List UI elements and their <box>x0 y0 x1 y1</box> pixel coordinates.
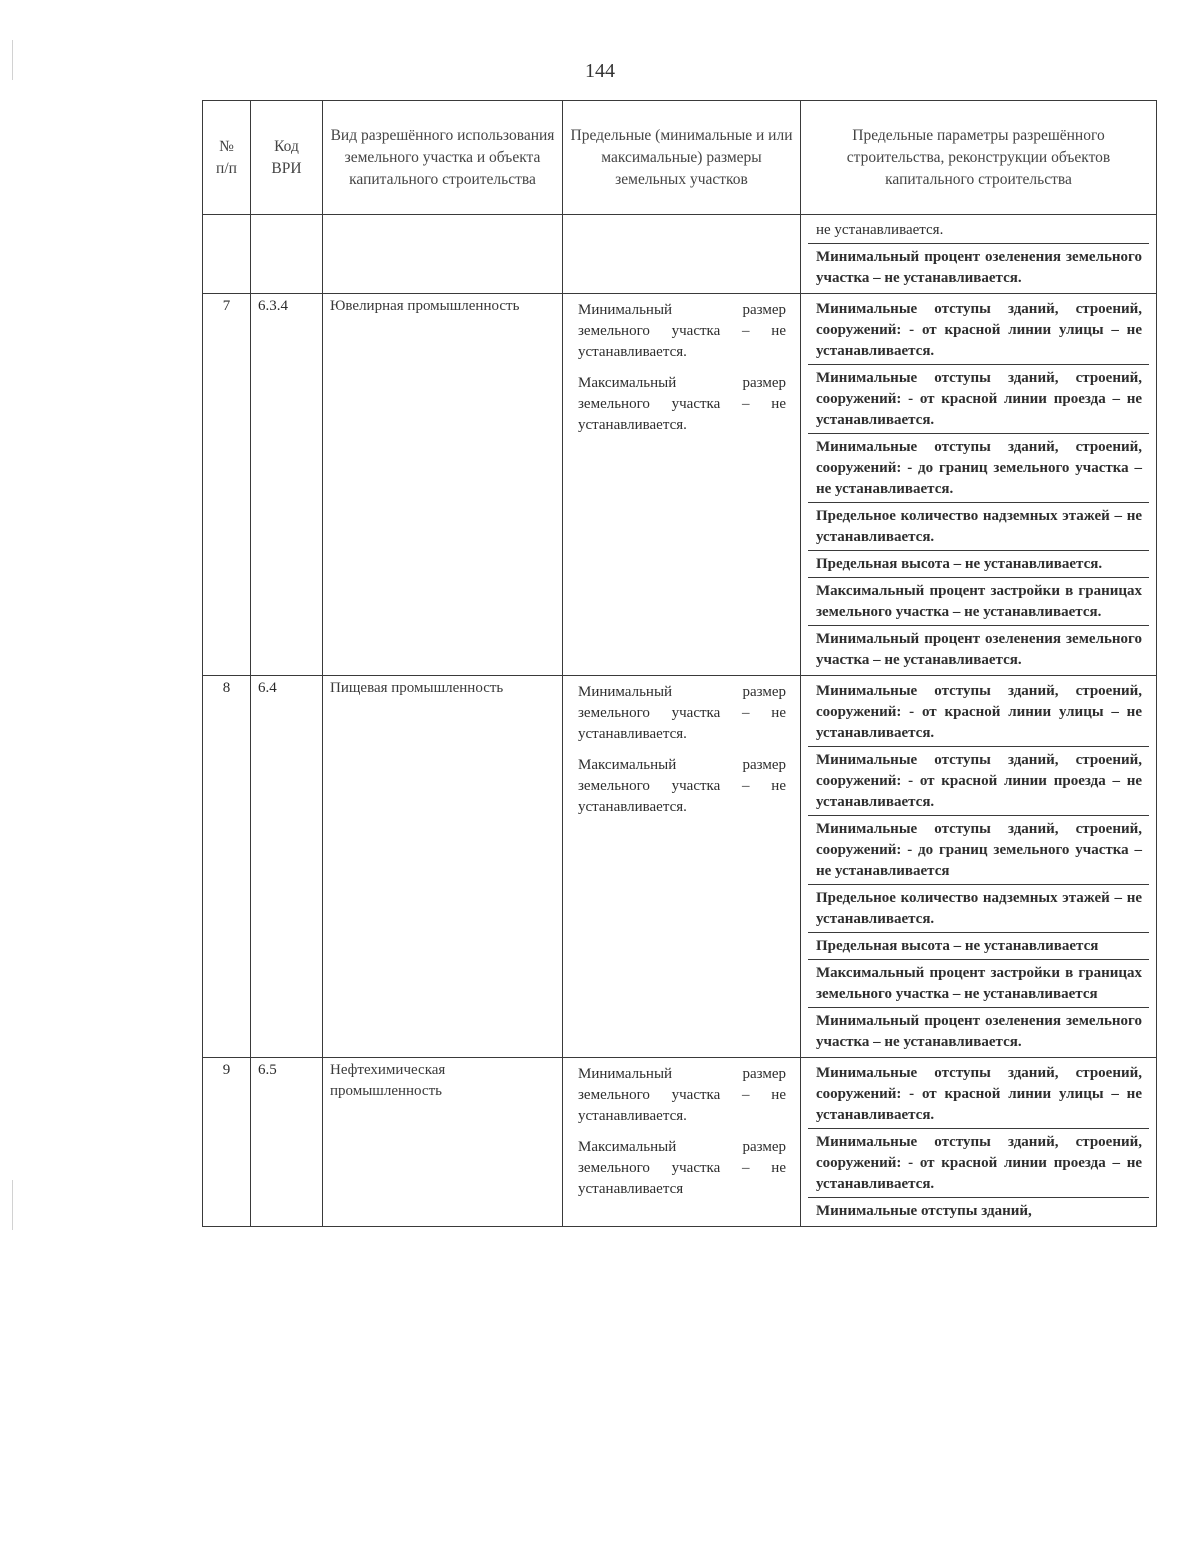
param-item: Минимальные отступы зданий, строений, сооружений: - до границ земельного участка – не устанавливается. <box>808 434 1149 503</box>
table-row <box>203 676 1157 1058</box>
cell-name: Ювелирная промышленность <box>323 294 563 676</box>
size-item: Максимальный размер земельного участка – не устанавливается. <box>578 757 786 815</box>
param-item: Минимальные отступы зданий, строений, сооружений: - до границ земельного участка – не устанавливается <box>808 816 1149 885</box>
table-row <box>203 294 1157 676</box>
table-row <box>203 1058 1157 1227</box>
cell-name: Пищевая промышленность <box>323 676 563 1058</box>
param-item: Предельная высота – не устанавливается <box>808 933 1149 960</box>
param-item: Минимальные отступы зданий, строений, сооружений: - от красной линии улицы – не устанавливается. <box>808 296 1149 365</box>
cell-name: Нефтехимическая промышленность <box>323 1058 563 1227</box>
scan-edge-mark <box>12 1180 13 1230</box>
param-item: Минимальный процент озеленения земельного участка – не устанавливается. <box>816 1013 1142 1050</box>
header-use-type: Вид разрешённого использования земельного участка и объекта капитального строительства <box>323 101 563 215</box>
param-item: Максимальный процент застройки в границах земельного участка – не устанавливается <box>808 960 1149 1008</box>
cell-code: 6.3.4 <box>251 294 323 676</box>
cell-num <box>203 215 251 294</box>
param-item: Минимальные отступы зданий, строений, сооружений: - от красной линии улицы – не устанавливается. <box>808 678 1149 747</box>
cell-size <box>563 1058 801 1227</box>
header-code: Код ВРИ <box>251 101 323 215</box>
page-number: 144 <box>585 60 615 82</box>
param-item: Максимальный процент застройки в границах земельного участка – не устанавливается. <box>808 578 1149 626</box>
param-item: Минимальный процент озеленения земельного участка – не устанавливается. <box>816 249 1142 286</box>
header-construction-params: Предельные параметры разрешённого строительства, реконструкции объектов капитального строительства <box>801 101 1157 215</box>
land-use-table <box>202 100 1157 1227</box>
param-item: Минимальные отступы зданий, строений, сооружений: - от красной линии проезда – не устанавливается. <box>808 365 1149 434</box>
param-item: Предельное количество надземных этажей – не устанавливается. <box>808 885 1149 933</box>
param-item: Минимальный процент озеленения земельного участка – не устанавливается. <box>816 631 1142 668</box>
size-item: Максимальный размер земельного участка – не устанавливается. <box>578 375 786 433</box>
table-header-row <box>203 101 1157 215</box>
param-item: Минимальные отступы зданий, <box>816 1203 1032 1219</box>
param-item: Минимальные отступы зданий, строений, сооружений: - от красной линии проезда – не устанавливается. <box>808 747 1149 816</box>
cell-num: 8 <box>203 676 251 1058</box>
size-item: Максимальный размер земельного участка – не устанавливается <box>578 1139 786 1197</box>
size-item: Минимальный размер земельного участка – не устанавливается. <box>578 302 786 360</box>
cell-name <box>323 215 563 294</box>
cell-code: 6.5 <box>251 1058 323 1227</box>
cell-num: 7 <box>203 294 251 676</box>
cell-params <box>801 676 1157 1058</box>
size-item: Минимальный размер земельного участка – не устанавливается. <box>578 684 786 742</box>
cell-size <box>563 294 801 676</box>
param-item: Минимальные отступы зданий, строений, сооружений: - от красной линии улицы – не устанавливается. <box>808 1060 1149 1129</box>
param-item: Минимальные отступы зданий, строений, сооружений: - от красной линии проезда – не устанавливается. <box>808 1129 1149 1198</box>
header-num: № п/п <box>203 101 251 215</box>
cell-size <box>563 215 801 294</box>
param-item: Предельная высота – не устанавливается. <box>808 551 1149 578</box>
cell-params <box>801 215 1157 294</box>
cell-code <box>251 215 323 294</box>
size-item: Минимальный размер земельного участка – не устанавливается. <box>578 1066 786 1124</box>
param-item: не устанавливается. <box>808 217 1149 244</box>
cell-code: 6.4 <box>251 676 323 1058</box>
header-plot-size: Предельные (минимальные и или максимальные) размеры земельных участков <box>563 101 801 215</box>
param-item: Предельное количество надземных этажей – не устанавливается. <box>808 503 1149 551</box>
cell-params <box>801 1058 1157 1227</box>
cell-params <box>801 294 1157 676</box>
cell-size <box>563 676 801 1058</box>
table-row-continuation <box>203 215 1157 294</box>
cell-num: 9 <box>203 1058 251 1227</box>
